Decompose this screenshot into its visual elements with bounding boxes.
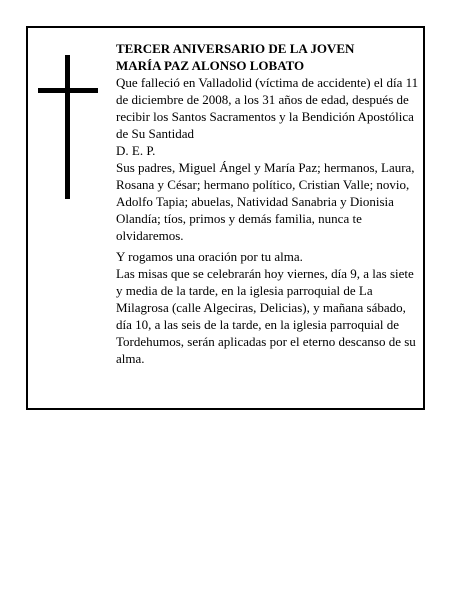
notice-intro: Que falleció en Valladolid (víctima de accidente) el día 11 de diciembre de 2008, a los 31 años de edad, después de recibir los Santos Sacramentos y la Bendición Apostólica de Su Santidad xyxy=(116,75,419,141)
notice-title-line1: TERCER ANIVERSARIO DE LA JOVEN xyxy=(116,41,355,56)
cross-vertical-bar xyxy=(65,55,70,199)
obituary-notice xyxy=(26,26,425,410)
notice-masses: Las misas que se celebrarán hoy viernes, día 9, a las siete y media de la tarde, en la iglesia parroquial de La Milagrosa (calle Algeciras, Delicias), y mañana sábado, día 10, a las seis de la tarde, en la iglesia parroquial de Tordehumos, serán aplicadas por el eterno descanso de su alma. xyxy=(116,266,416,366)
cross-horizontal-bar xyxy=(38,88,98,93)
cross-icon xyxy=(38,55,98,199)
notice-text xyxy=(116,40,421,367)
notice-title-line2: MARÍA PAZ ALONSO LOBATO xyxy=(116,58,305,73)
notice-prayer: Y rogamos una oración por tu alma. xyxy=(116,249,303,264)
notice-dep: D. E. P. xyxy=(116,143,156,158)
notice-family: Sus padres, Miguel Ángel y María Paz; hermanos, Laura, Rosana y César; hermano político, Cristian Valle; novio, Adolfo Tapia; abuelas, Natividad Sanabria y Dionisia Olandía; tíos, primos y demás familia, nunca te olvidaremos. xyxy=(116,160,415,243)
